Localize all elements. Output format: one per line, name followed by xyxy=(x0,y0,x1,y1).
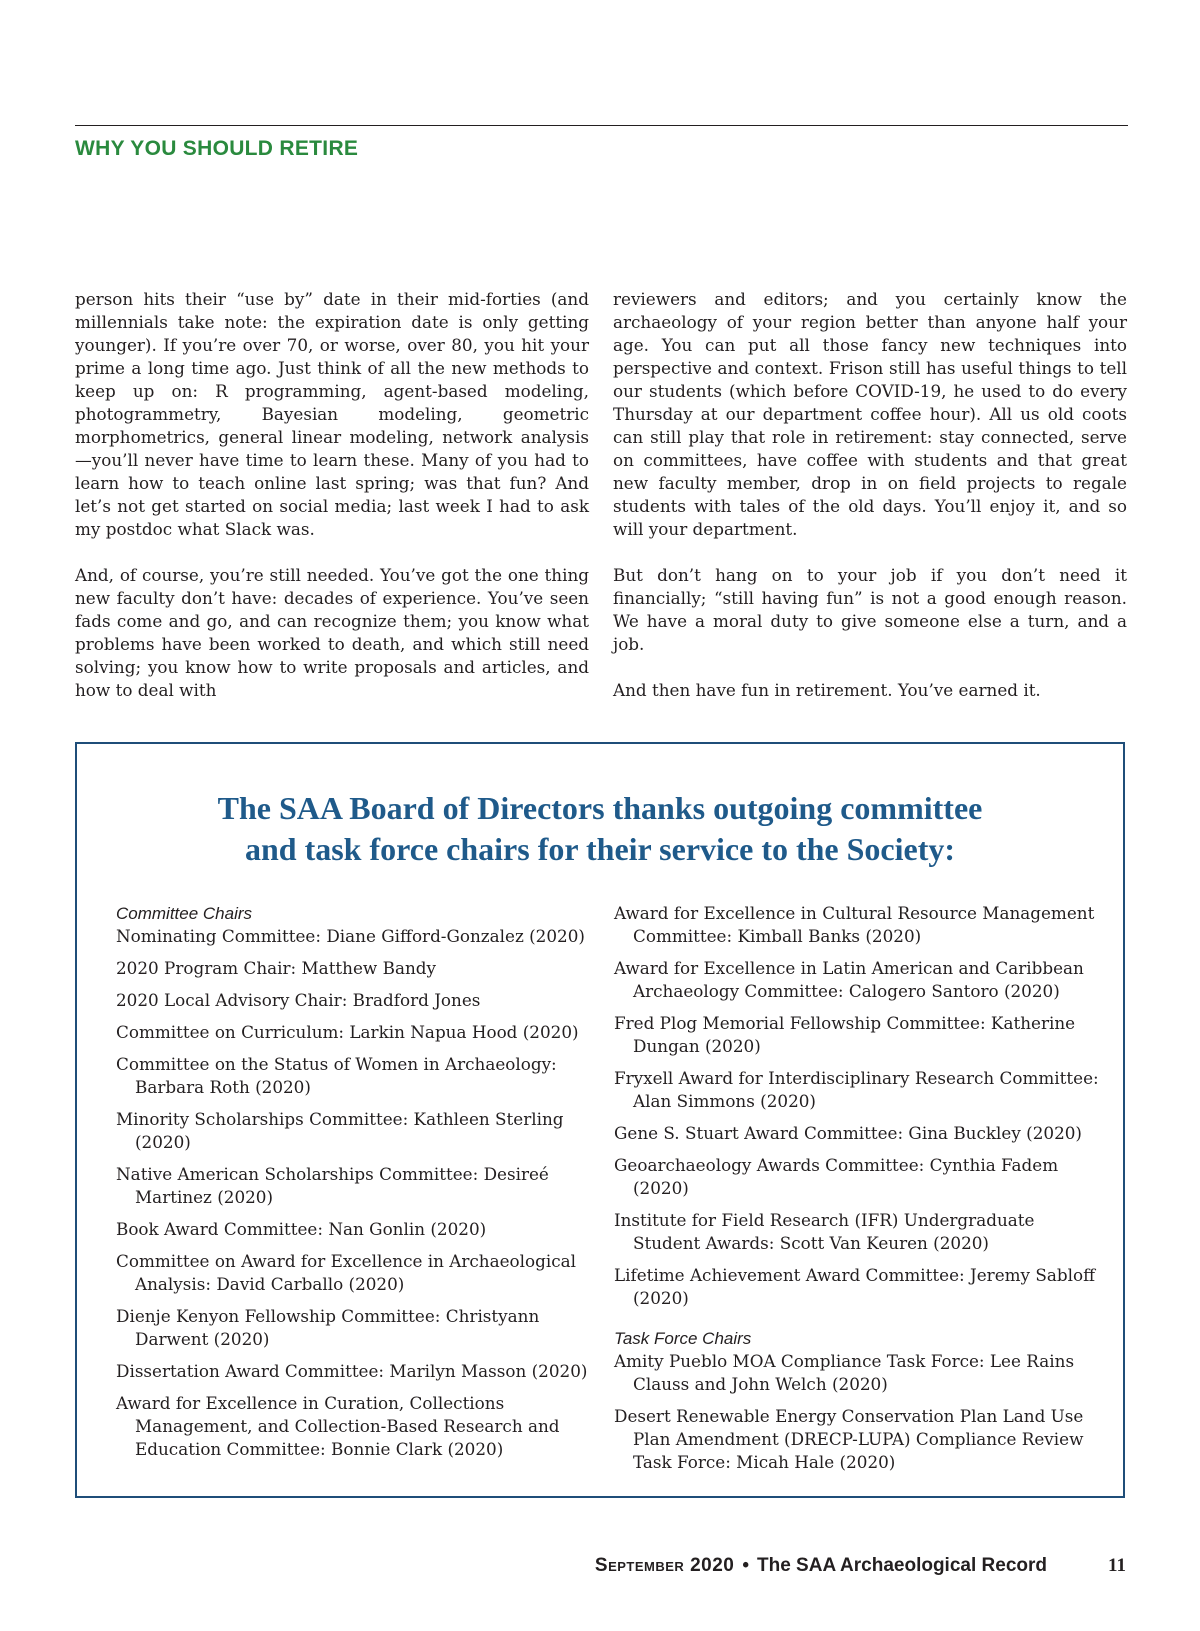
list-item: Award for Excellence in Cultural Resource Management Committee: Kimball Banks (2020) xyxy=(614,903,1095,946)
list-item: Native American Scholarships Committee: Desireé Martinez (2020) xyxy=(116,1164,549,1207)
bullet-separator: • xyxy=(742,1555,749,1576)
thanks-title-line: and task force chairs for their service to the Society: xyxy=(244,831,956,867)
article-paragraph: person hits their “use by” date in their mid-forties (and millennials take note: the expiration date is only getting younger). If you’re over 70, or worse, over 80, you hit your prime a long time ago. Just think of all the new methods to keep up on: R programming, agent-based modeling, photogrammetry, Bayesian modeling, geometric morphometrics, general linear modeling, network analysis—you’ll never have time to learn these. Many of you had to learn how to teach online last spring; was that fun? And let’s not get started on social media; last week I had to ask my postdoc what Slack was. xyxy=(75,289,589,539)
committee-list-right xyxy=(614,902,1106,1483)
thanks-title xyxy=(77,788,1123,870)
list-item: Dienje Kenyon Fellowship Committee: Christyann Darwent (2020) xyxy=(116,1306,540,1349)
list-item: Book Award Committee: Nan Gonlin (2020) xyxy=(116,1219,487,1239)
list-item: Amity Pueblo MOA Compliance Task Force: Lee Rains Clauss and John Welch (2020) xyxy=(614,1351,1075,1394)
list-item: Committee on the Status of Women in Archaeology: Barbara Roth (2020) xyxy=(116,1054,557,1097)
list-item: Committee on Award for Excellence in Archaeological Analysis: David Carballo (2020) xyxy=(116,1251,576,1294)
task-force-chairs-heading: Task Force Chairs xyxy=(614,1329,752,1348)
list-item: Committee on Curriculum: Larkin Napua Hood (2020) xyxy=(116,1022,579,1042)
list-item: Award for Excellence in Curation, Collections Management, and Collection-Based Research and Education Committee: Bonnie Clark (2020) xyxy=(116,1393,560,1459)
header-rule xyxy=(75,125,1128,126)
list-item: Institute for Field Research (IFR) Undergraduate Student Awards: Scott Van Keuren (2020) xyxy=(614,1210,1035,1253)
page-number: 11 xyxy=(1108,1555,1126,1576)
list-item: Nominating Committee: Diane Gifford-Gonzalez (2020) xyxy=(116,926,585,946)
list-item: Geoarchaeology Awards Committee: Cynthia Fadem (2020) xyxy=(614,1155,1059,1198)
list-item: Gene S. Stuart Award Committee: Gina Buckley (2020) xyxy=(614,1123,1082,1143)
article-paragraph: reviewers and editors; and you certainly know the archaeology of your region better than anyone half your age. You can put all those fancy new techniques into perspective and context. Frison still has useful things to tell our students (which before COVID-19, he used to do every Thursday at our department coffee hour). All us old coots can still play that role in retirement: stay connected, serve on committees, have coffee with students and that great new faculty member, drop in on field projects to regale students with tales of the old days. You’ll enjoy it, and so will your department. xyxy=(613,289,1127,539)
committee-chairs-heading: Committee Chairs xyxy=(116,904,253,923)
page-footer xyxy=(0,1555,1200,1585)
article-column-right xyxy=(613,288,1127,725)
list-item: Award for Excellence in Latin American and Caribbean Archaeology Committee: Calogero Santoro (2020) xyxy=(614,958,1084,1001)
issue-line xyxy=(595,1555,1047,1577)
committee-list-left xyxy=(116,902,608,1470)
section-title: WHY YOU SHOULD RETIRE xyxy=(75,137,359,160)
article-paragraph: And then have fun in retirement. You’ve earned it. xyxy=(613,680,1041,700)
thanks-title-line: The SAA Board of Directors thanks outgoing committee xyxy=(217,790,983,826)
list-item: 2020 Program Chair: Matthew Bandy xyxy=(116,958,436,978)
list-item: Dissertation Award Committee: Marilyn Masson (2020) xyxy=(116,1361,588,1381)
list-item: Desert Renewable Energy Conservation Plan Land Use Plan Amendment (DRECP-LUPA) Compliance Review Task Force: Micah Hale (2020) xyxy=(614,1406,1084,1472)
list-item: 2020 Local Advisory Chair: Bradford Jones xyxy=(116,990,481,1010)
list-item: Lifetime Achievement Award Committee: Jeremy Sabloff (2020) xyxy=(614,1265,1095,1308)
issue-month: September 2020 xyxy=(594,1555,735,1576)
article-paragraph: But don’t hang on to your job if you don’t need it financially; “still having fun” is not a good enough reason. We have a moral duty to give someone else a turn, and a job. xyxy=(613,565,1127,654)
list-item: Fryxell Award for Interdisciplinary Research Committee: Alan Simmons (2020) xyxy=(614,1068,1099,1111)
thanks-box xyxy=(75,742,1125,1498)
publication-title: The SAA Archaeological Record xyxy=(757,1555,1047,1576)
list-item: Fred Plog Memorial Fellowship Committee: Katherine Dungan (2020) xyxy=(614,1013,1076,1056)
article-paragraph: And, of course, you’re still needed. You’ve got the one thing new faculty don’t have: decades of experience. You’ve seen fads come and go, and can recognize them; you know what problems have been worked to death, and which still need solving; you know how to write proposals and articles, and how to deal with xyxy=(75,565,589,700)
article-column-left xyxy=(75,288,589,725)
list-item: Minority Scholarships Committee: Kathleen Sterling (2020) xyxy=(116,1109,564,1152)
